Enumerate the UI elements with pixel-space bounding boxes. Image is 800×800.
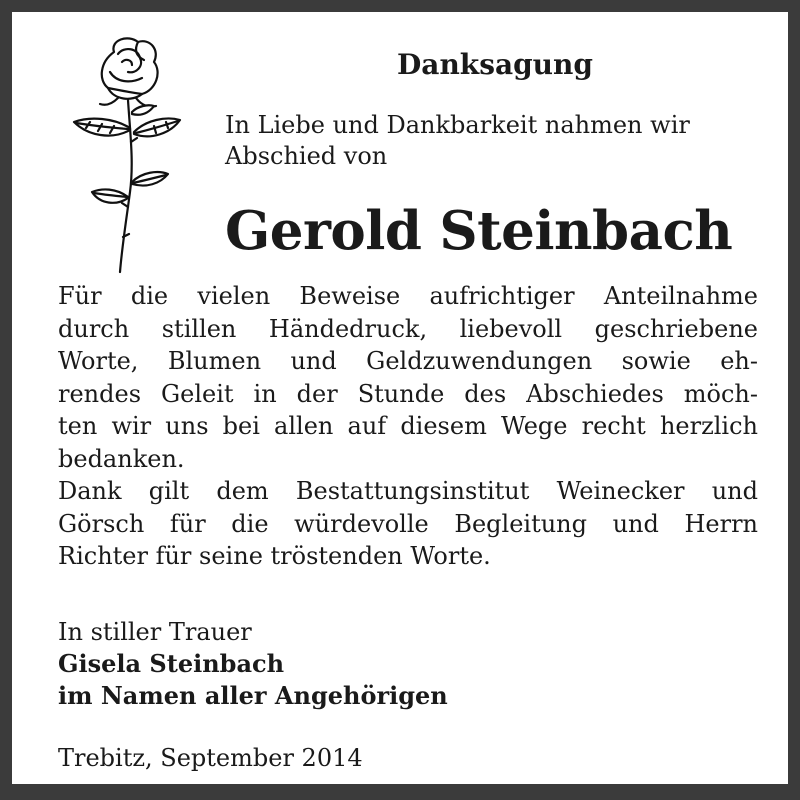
intro-line: In Liebe und Dankbarkeit nahmen wir bbox=[225, 111, 690, 139]
thanks-paragraph bbox=[58, 280, 758, 573]
body-line: Görsch für die würdevolle Begleitung und Herrn bbox=[58, 509, 758, 538]
body-line: durch stillen Händedruck, liebevoll geschriebene bbox=[58, 314, 758, 343]
body-line: Richter für seine tröstenden Worte. bbox=[58, 542, 491, 570]
rose-icon bbox=[62, 32, 192, 277]
notice-title: Danksagung bbox=[397, 48, 593, 81]
body-line: rendes Geleit in der Stunde des Abschiedes möch- bbox=[58, 379, 758, 408]
place-date: Trebitz, September 2014 bbox=[58, 744, 363, 772]
closing-block bbox=[58, 616, 758, 712]
closing-phrase: In stiller Trauer bbox=[58, 618, 252, 646]
intro-line: Abschied von bbox=[225, 142, 388, 170]
body-line: ten wir uns bei allen auf diesem Wege recht herzlich bbox=[58, 412, 758, 440]
body-line: Dank gilt dem Bestattungsinstitut Weinecker und bbox=[58, 477, 758, 505]
intro-text bbox=[225, 110, 765, 172]
family-line: im Namen aller Angehörigen bbox=[58, 681, 448, 710]
signer-name: Gisela Steinbach bbox=[58, 649, 285, 678]
body-line: bedanken. bbox=[58, 444, 185, 473]
obituary-card bbox=[12, 12, 788, 784]
body-line: Für die vielen Beweise aufrichtiger Anteilnahme bbox=[58, 282, 758, 310]
body-line: Worte, Blumen und Geldzuwendungen sowie eh- bbox=[58, 347, 758, 375]
deceased-name: Gerold Steinbach bbox=[225, 200, 733, 262]
